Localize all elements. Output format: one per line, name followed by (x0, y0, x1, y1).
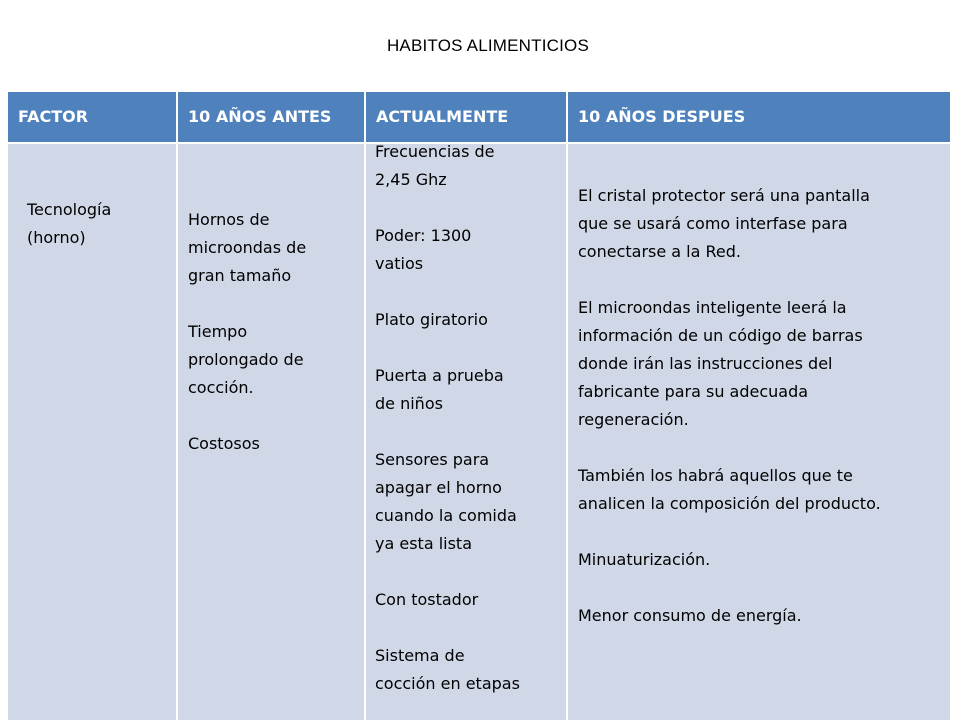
cell-actualmente (366, 144, 568, 720)
page-title: HABITOS ALIMENTICIOS (386, 36, 590, 55)
actualmente-paragraph: Plato giratorio (375, 310, 488, 329)
despues-paragraph: Menor consumo de energía. (578, 606, 802, 625)
actualmente-paragraph: Sensores para apagar el horno cuando la comida ya esta lista (375, 450, 517, 553)
despues-paragraph: El microondas inteligente leerá la información de un código de barras donde irán las instrucciones del fabricante para su adecuada regeneración. (578, 298, 863, 429)
actualmente-content (375, 138, 520, 698)
actualmente-paragraph: Puerta a prueba de niños (375, 366, 504, 413)
antes-paragraph: Hornos de microondas de gran tamaño (188, 210, 307, 285)
cell-10-anos-despues (568, 144, 950, 720)
habits-table (8, 92, 950, 720)
actualmente-paragraph: Sistema de cocción en etapas (375, 646, 520, 693)
despues-paragraph: El cristal protector será una pantalla que se usará como interfase para conectarse a la Red. (578, 186, 870, 261)
antes-paragraph: Tiempo prolongado de cocción. (188, 322, 304, 397)
actualmente-paragraph: Frecuencias de 2,45 Ghz (375, 142, 495, 189)
header-factor: FACTOR (8, 92, 178, 142)
antes-paragraph: Costosos (188, 434, 260, 453)
despues-paragraph: También los habrá aquellos que te analicen la composición del producto. (578, 466, 881, 513)
factor-content (27, 196, 111, 252)
actualmente-paragraph: Con tostador (375, 590, 479, 609)
table-header-row (8, 92, 950, 142)
header-10-anos-antes: 10 AÑOS ANTES (178, 92, 366, 142)
factor-paragraph: Tecnología (horno) (27, 200, 112, 247)
cell-factor (8, 144, 178, 720)
header-10-anos-despues: 10 AÑOS DESPUES (578, 107, 746, 126)
table-row (8, 144, 950, 720)
despues-paragraph: Minuaturización. (578, 550, 711, 569)
actualmente-paragraph: Poder: 1300 vatios (375, 226, 472, 273)
header-actualmente: ACTUALMENTE (366, 92, 568, 142)
antes-content (188, 206, 306, 458)
despues-content (578, 182, 881, 630)
cell-10-anos-antes (178, 144, 366, 720)
